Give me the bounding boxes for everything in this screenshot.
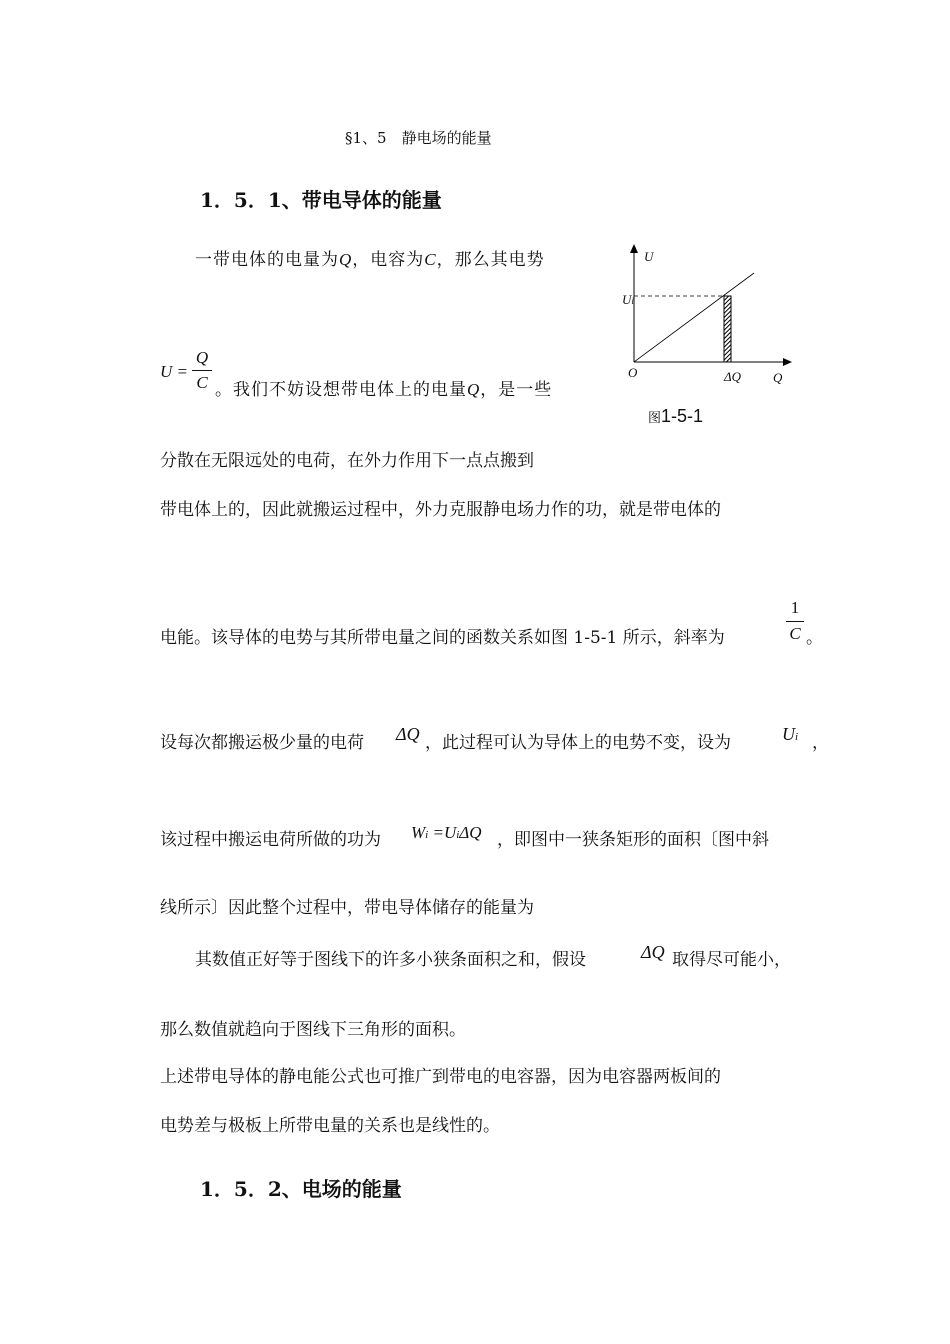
- text-run: 。我们不妨设想带电体上的电量: [215, 380, 467, 400]
- slope-numerator: 1: [790, 598, 800, 617]
- figure-axis-x-label: Q: [773, 370, 783, 385]
- para3-line1-a: 其数值正好等于图线下的许多小狭条面积之和，假设: [195, 950, 586, 970]
- figure-origin-label: O: [628, 365, 638, 380]
- var-q: Q: [467, 380, 481, 399]
- w-dq: ΔQ: [459, 823, 482, 842]
- para2-line3: 线所示〕因此整个过程中，带电导体储存的能量为: [160, 898, 534, 918]
- ui-main: U: [782, 724, 795, 744]
- text-run: ，电容为: [352, 250, 425, 270]
- y-axis-arrow-icon: [630, 244, 638, 253]
- para2-line1-c: ，: [812, 733, 829, 753]
- figure-caption-number: 1-5-1: [661, 406, 704, 426]
- para2-line2-b: ，即图中一狭条矩形的面积〔图中斜: [497, 830, 769, 850]
- figure-delta-q-label: ΔQ: [724, 369, 742, 384]
- potential-line: [634, 273, 754, 362]
- para1-line5: 电能。该导体的电势与其所带电量之间的函数关系如图 1-5-1 所示，斜率为: [160, 628, 725, 648]
- figure-ui-sub: i: [631, 296, 634, 306]
- para1-line1: [195, 250, 545, 270]
- figure-ui-label: [622, 292, 634, 308]
- var-q: Q: [339, 250, 353, 269]
- ui-sub: i: [795, 731, 799, 743]
- para1-line3: 分散在无限远处的电荷，在外力作用下一点点搬到: [160, 451, 534, 471]
- w-main: W: [411, 823, 426, 842]
- para2-line1: [160, 733, 364, 753]
- subsection-heading-1: 1．5．1、带电导体的能量: [200, 188, 442, 212]
- text-run: ，那么其电势: [436, 250, 545, 270]
- figure-caption: [648, 406, 703, 427]
- formula-numerator: Q: [195, 348, 209, 367]
- section-title: §1、5 静电场的能量: [345, 129, 492, 147]
- var-c: C: [424, 250, 437, 269]
- para3-delta-q: ΔQ: [641, 942, 665, 962]
- w-sub2: i: [456, 829, 460, 841]
- para1-line4: 带电体上的，因此就搬运过程中，外力克服静电场力作的功，就是带电体的: [160, 500, 721, 520]
- para2-line2-a: 该过程中搬运电荷所做的功为: [160, 830, 381, 850]
- formula-denominator: C: [196, 373, 208, 392]
- hatched-strip: [724, 296, 731, 362]
- slope-fraction-bar: [786, 621, 804, 622]
- slope-denominator: C: [789, 624, 801, 643]
- x-axis-arrow-icon: [783, 358, 792, 366]
- text-run: 设每次都搬运极少量的电荷: [160, 733, 364, 753]
- para4-line1: 上述带电导体的静电能公式也可推广到带电的电容器，因为电容器两板间的: [160, 1067, 721, 1087]
- para3-line1-b: 取得尽可能小，: [672, 950, 791, 970]
- delta-q-math: ΔQ: [396, 724, 420, 744]
- formula-fraction-bar: [192, 370, 212, 371]
- slope-period: 。: [806, 628, 823, 648]
- figure-ui-main: U: [622, 292, 632, 307]
- para3-line2: 那么数值就趋向于图线下三角形的面积。: [160, 1020, 466, 1040]
- w-sub: i: [425, 829, 429, 841]
- text-run: ，是一些: [480, 380, 553, 400]
- ui-math: [782, 724, 798, 745]
- figure-caption-prefix: 图: [648, 411, 662, 426]
- work-formula: [411, 823, 482, 843]
- para2-line1-b: ，此过程可认为导体上的电势不变，设为: [425, 733, 731, 753]
- text-run: 一带电体的电量为: [195, 250, 339, 270]
- formula-u-label: U =: [160, 362, 188, 381]
- para4-line2: 电势差与极板上所带电量的关系也是线性的。: [160, 1116, 500, 1136]
- w-eq: =U: [428, 823, 457, 842]
- figure-axis-y-label: U: [644, 249, 654, 264]
- subsection-heading-2: 1．5．2、电场的能量: [200, 1177, 402, 1201]
- para1-line2: [215, 380, 552, 400]
